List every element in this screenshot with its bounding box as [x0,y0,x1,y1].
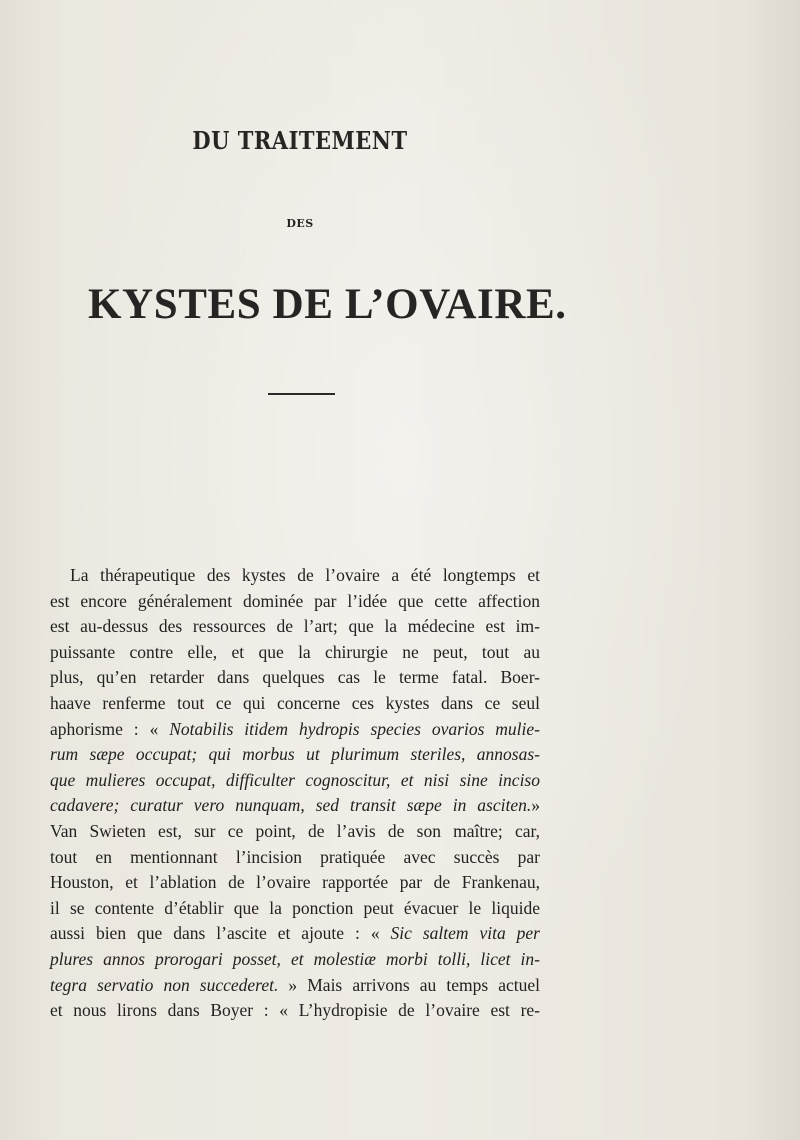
latin-quote-text: plures annos prorogari posset, et molestiæ morbi tolli, licet in- [50,948,540,969]
latin-quote-text: Notabilis itidem hydropis species ovarios mulie- [169,718,540,739]
heading-line-2: DES [286,217,314,230]
text-run: » Mais arrivons au temps actuel [278,974,540,995]
text-run: aussi bien que dans l’ascite et ajoute : « [50,923,391,944]
latin-quote-text: que mulieres occupat, difficulter cognoscitur, et nisi sine inciso [50,769,540,790]
latin-quote-text: Sic saltem vita per [390,923,540,944]
text-run: aphorisme : « [50,718,170,739]
text-run: est au-dessus des ressources de l’art; que la médecine est im- [50,616,540,637]
text-line [50,742,540,768]
text-line [50,819,540,845]
text-line [50,768,540,794]
text-run: Van Swieten est, sur ce point, de l’avis de son maître; car, [50,820,540,841]
text-run: est encore généralement dominée par l’idée que cette affection [50,590,540,611]
text-line [50,947,540,973]
text-run: La thérapeutique des kystes de l’ovaire a été longtemps et [70,565,540,585]
text-line [50,845,540,871]
text-run: puissante contre elle, et que la chirurgie ne peut, tout au [50,641,540,662]
text-line [50,665,540,691]
text-line [50,640,540,666]
text-line [50,870,540,896]
text-line [50,614,540,640]
heading-line-1: DU TRAITEMENT [192,126,408,155]
latin-quote-text: rum sæpe occupat; qui morbus ut plurimum steriles, annosas- [50,744,540,765]
page-title: KYSTES DE L’OVAIRE. [88,281,567,328]
latin-quote-text: tegra servatio non succederet. [50,974,279,995]
text-line [50,717,540,743]
text-run: il se contente d’établir que la ponction peut évacuer le liquide [50,897,540,918]
text-line [50,896,540,922]
text-run: Houston, et l’ablation de l’ovaire rapportée par de Frankenau, [50,872,540,893]
text-run: plus, qu’en retarder dans quelques cas le terme fatal. Boer- [50,667,540,688]
text-line [50,589,540,615]
text-run: et nous lirons dans Boyer : « L’hydropisie de l’ovaire est re- [50,1000,540,1021]
text-line [50,563,540,589]
text-run: haave renferme tout ce qui concerne ces kystes dans ce seul [50,692,540,713]
latin-quote-text: cadavere; curatur vero nunquam, sed transit sæpe in asciten. [50,795,532,816]
text-run: tout en mentionnant l’incision pratiquée avec succès par [50,846,540,867]
text-line [50,691,540,717]
text-line [50,998,540,1024]
text-line [50,793,540,819]
title-divider [268,393,335,395]
body-paragraph [50,563,540,1024]
text-run: » [531,795,540,816]
text-line [50,973,540,999]
text-line [50,921,540,947]
